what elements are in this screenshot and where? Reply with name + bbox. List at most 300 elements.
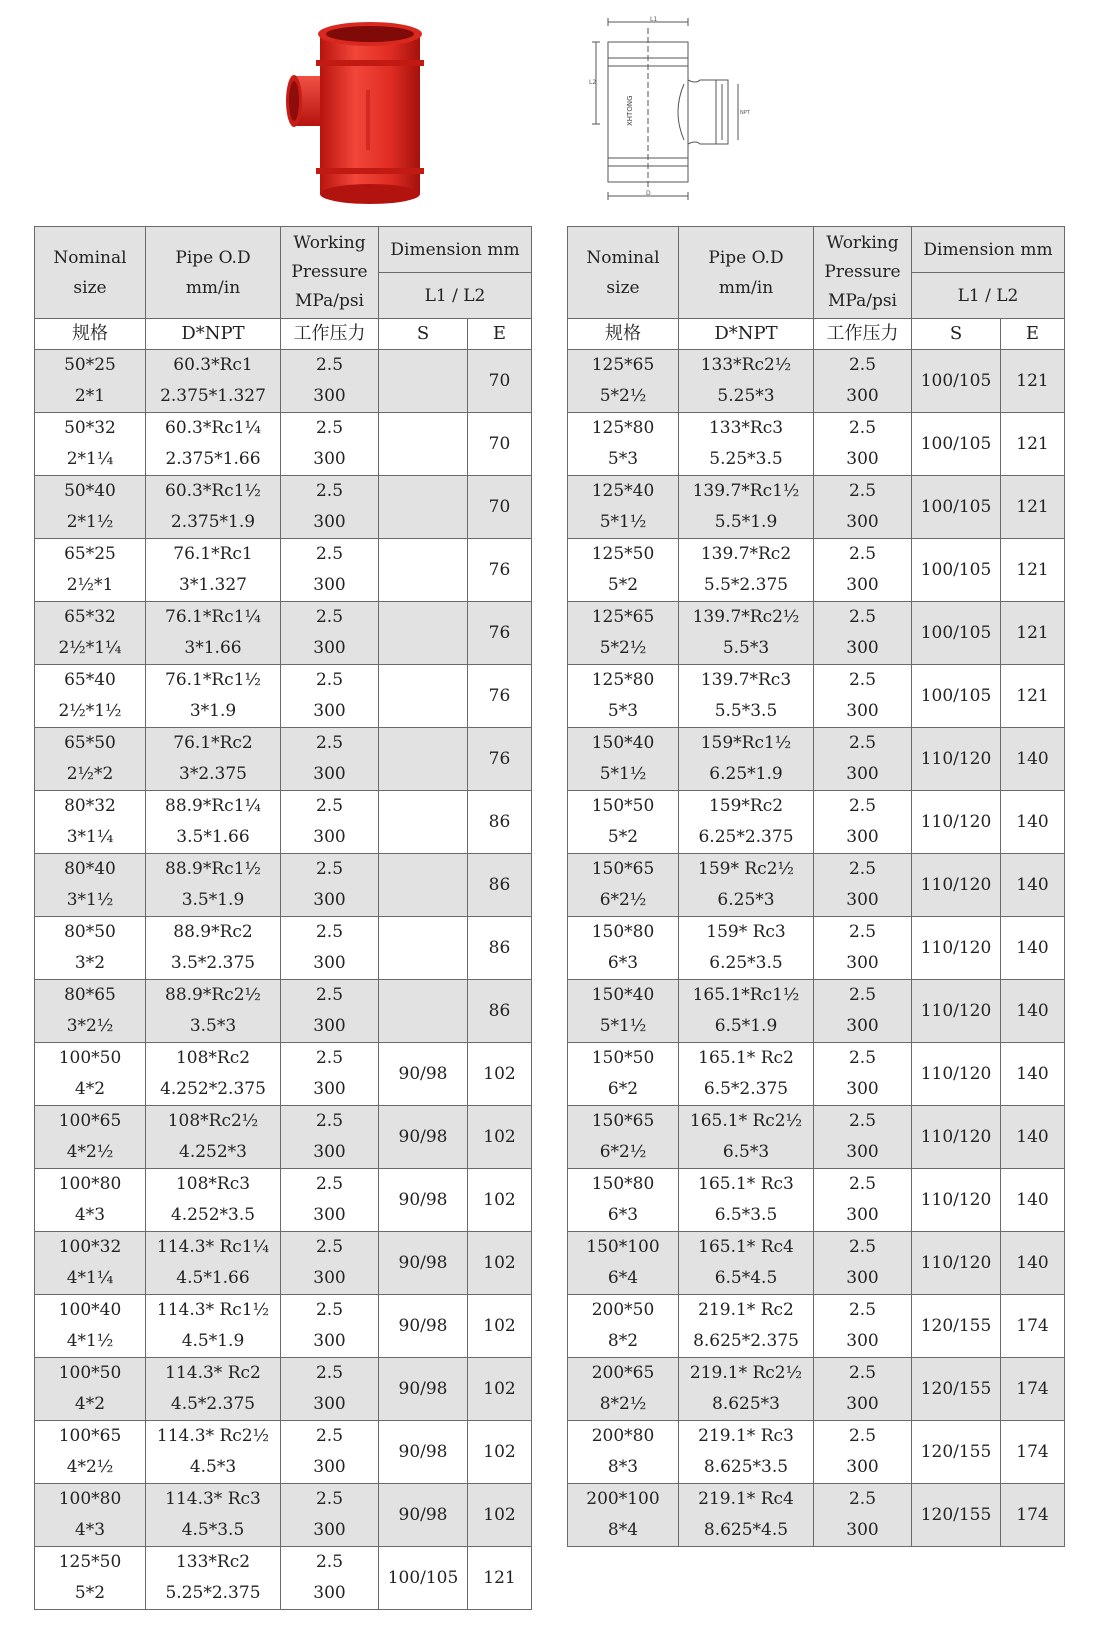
nominal-size-cell-line: 5*1½ (599, 512, 647, 532)
pipe-od-cell (146, 1106, 281, 1169)
nominal-size-cell (568, 1295, 679, 1358)
dimension-s-cell: 90/98 (379, 1421, 468, 1484)
nominal-size-cell-line: 8*2 (607, 1331, 639, 1351)
working-pressure-cell-line: 2.5 (315, 481, 344, 501)
working-pressure-cell-line: 2.5 (848, 481, 877, 501)
dimension-s-cell (379, 602, 468, 665)
nominal-size-cell (568, 1421, 679, 1484)
working-pressure-cell-line: 300 (846, 1331, 879, 1351)
header-l1-l2: L1 / L2 (912, 273, 1065, 319)
table-row (35, 665, 532, 728)
dimension-s-cell: 90/98 (379, 1484, 468, 1547)
working-pressure-cell (814, 1484, 912, 1547)
nominal-size-cell (35, 1169, 146, 1232)
table-row (568, 1484, 1065, 1547)
table-row (35, 413, 532, 476)
pipe-od-cell-line: 5.25*3 (717, 386, 775, 406)
working-pressure-cell (814, 1043, 912, 1106)
working-pressure-cell-line: 300 (313, 1079, 346, 1099)
working-pressure-cell-line: 300 (313, 890, 346, 910)
working-pressure-cell-line: 300 (846, 1457, 879, 1477)
dimension-e-cell: 86 (468, 791, 532, 854)
pipe-od-cell-line: 88.9*Rc1½ (165, 859, 261, 879)
working-pressure-cell-line: 300 (846, 1205, 879, 1225)
nominal-size-cell (35, 476, 146, 539)
pipe-od-cell-line: 6.25*2.375 (698, 827, 794, 847)
pipe-od-cell-line: 8.625*3 (712, 1394, 780, 1414)
nominal-size-cell (568, 665, 679, 728)
nominal-size-cell (35, 1043, 146, 1106)
nominal-size-cell-line: 4*3 (74, 1205, 106, 1225)
working-pressure-cell (814, 728, 912, 791)
dimension-s-cell: 100/105 (379, 1547, 468, 1610)
working-pressure-cell-line: 300 (313, 638, 346, 658)
working-pressure-cell-line: 300 (313, 1394, 346, 1414)
working-pressure-cell (814, 1295, 912, 1358)
nominal-size-cell (35, 1421, 146, 1484)
nominal-size-cell-line: 125*50 (58, 1552, 122, 1572)
pipe-od-cell (146, 917, 281, 980)
nominal-size-cell-line: 50*25 (64, 355, 116, 375)
dimension-e-cell: 76 (468, 728, 532, 791)
table-row (568, 539, 1065, 602)
working-pressure-cell-line: 300 (846, 1079, 879, 1099)
pipe-od-cell-line: 8.625*2.375 (693, 1331, 799, 1351)
pipe-od-cell (146, 1484, 281, 1547)
dimension-s-cell: 110/120 (912, 1232, 1001, 1295)
dimension-s-cell: 100/105 (912, 413, 1001, 476)
nominal-size-cell-line: 80*40 (64, 859, 116, 879)
drawing-label-npt: NPT (740, 110, 750, 116)
nominal-size-cell (35, 413, 146, 476)
nominal-size-cell-line: 65*25 (64, 544, 116, 564)
pipe-od-cell-line: 88.9*Rc2½ (165, 985, 261, 1005)
nominal-size-cell (35, 1106, 146, 1169)
nominal-size-cell-line: 3*2½ (66, 1016, 114, 1036)
nominal-size-cell-line: 4*2½ (66, 1142, 114, 1162)
nominal-size-cell-line: 5*2½ (599, 638, 647, 658)
pipe-od-cell (679, 413, 814, 476)
nominal-size-cell-line: 2*1 (74, 386, 106, 406)
working-pressure-cell-line: 300 (313, 1457, 346, 1477)
working-pressure-cell (814, 980, 912, 1043)
table-row (568, 854, 1065, 917)
working-pressure-cell-line: 2.5 (315, 544, 344, 564)
header-cn-pipe: D*NPT (679, 319, 814, 350)
dimension-s-cell: 90/98 (379, 1358, 468, 1421)
nominal-size-cell (35, 791, 146, 854)
working-pressure-cell-line: 300 (846, 953, 879, 973)
dimension-s-cell: 110/120 (912, 1106, 1001, 1169)
nominal-size-cell (568, 1043, 679, 1106)
working-pressure-cell (281, 1169, 379, 1232)
pipe-od-cell (146, 1169, 281, 1232)
table-row (568, 1421, 1065, 1484)
nominal-size-cell (35, 980, 146, 1043)
working-pressure-cell-line: 2.5 (315, 1300, 344, 1320)
dimension-s-cell (379, 413, 468, 476)
nominal-size-cell-line: 80*32 (64, 796, 116, 816)
dimension-e-cell: 174 (1001, 1358, 1065, 1421)
header-e: E (468, 319, 532, 350)
table-row (35, 1106, 532, 1169)
working-pressure-cell-line: 300 (313, 764, 346, 784)
pipe-od-cell-line: 114.3* Rc1¼ (156, 1237, 270, 1257)
working-pressure-cell-line: 2.5 (315, 1363, 344, 1383)
working-pressure-cell-line: 300 (313, 1016, 346, 1036)
pipe-od-cell (679, 1106, 814, 1169)
working-pressure-cell (814, 350, 912, 413)
dimension-e-cell: 70 (468, 350, 532, 413)
pipe-od-cell (146, 854, 281, 917)
table-row (35, 1232, 532, 1295)
table-row (568, 980, 1065, 1043)
dimension-e-cell: 121 (1001, 350, 1065, 413)
nominal-size-cell-line: 200*50 (591, 1300, 655, 1320)
nominal-size-cell-line: 4*2 (74, 1394, 106, 1414)
working-pressure-cell-line: 300 (846, 638, 879, 658)
nominal-size-cell-line: 200*65 (591, 1363, 655, 1383)
pipe-od-cell-line: 6.5*4.5 (714, 1268, 778, 1288)
working-pressure-cell-line: 2.5 (315, 1111, 344, 1131)
table-row (35, 1547, 532, 1610)
pipe-od-cell-line: 159*Rc1½ (700, 733, 792, 753)
nominal-size-cell-line: 6*2 (607, 1079, 639, 1099)
dimension-s-cell: 110/120 (912, 980, 1001, 1043)
table-row (35, 1484, 532, 1547)
working-pressure-cell-line: 2.5 (848, 607, 877, 627)
dimension-s-cell (379, 728, 468, 791)
working-pressure-cell-line: 300 (846, 890, 879, 910)
dimension-s-cell: 120/155 (912, 1358, 1001, 1421)
drawing-label-d: D (646, 190, 651, 197)
working-pressure-cell (814, 1358, 912, 1421)
nominal-size-cell-line: 100*32 (58, 1237, 122, 1257)
working-pressure-cell-line: 300 (313, 449, 346, 469)
working-pressure-cell-line: 300 (313, 1268, 346, 1288)
working-pressure-cell-line: 2.5 (315, 1048, 344, 1068)
pipe-od-cell-line: 133*Rc2½ (700, 355, 792, 375)
working-pressure-cell-line: 300 (846, 575, 879, 595)
pipe-od-cell-line: 108*Rc2 (175, 1048, 251, 1068)
pipe-od-cell-line: 139.7*Rc2 (700, 544, 792, 564)
dimension-e-cell: 76 (468, 665, 532, 728)
dimension-s-cell: 110/120 (912, 1043, 1001, 1106)
nominal-size-cell-line: 200*100 (586, 1489, 660, 1509)
pipe-od-cell-line: 6.5*3 (722, 1142, 770, 1162)
pipe-od-cell (146, 602, 281, 665)
product-photo-reducing-tee (286, 20, 446, 206)
working-pressure-cell (281, 917, 379, 980)
pipe-od-cell-line: 139.7*Rc2½ (692, 607, 800, 627)
working-pressure-cell-line: 2.5 (848, 922, 877, 942)
dimension-e-cell: 102 (468, 1106, 532, 1169)
pipe-od-cell-line: 3.5*1.66 (176, 827, 250, 847)
dimension-e-cell: 121 (1001, 413, 1065, 476)
pipe-od-cell-line: 219.1* Rc4 (698, 1489, 794, 1509)
nominal-size-cell (568, 1232, 679, 1295)
working-pressure-cell (281, 1295, 379, 1358)
dimension-s-cell: 110/120 (912, 854, 1001, 917)
working-pressure-cell (281, 728, 379, 791)
working-pressure-cell-line: 300 (313, 1142, 346, 1162)
working-pressure-cell-line: 2.5 (315, 355, 344, 375)
header-nominal-size: Nominal size (568, 227, 679, 319)
working-pressure-cell (281, 1358, 379, 1421)
pipe-od-cell (146, 350, 281, 413)
nominal-size-cell-line: 5*2 (607, 827, 639, 847)
working-pressure-cell-line: 2.5 (315, 418, 344, 438)
dimension-e-cell: 140 (1001, 980, 1065, 1043)
nominal-size-cell-line: 100*65 (58, 1426, 122, 1446)
pipe-od-cell-line: 4.252*3.5 (170, 1205, 256, 1225)
pipe-od-cell-line: 3*2.375 (179, 764, 247, 784)
pipe-od-cell (679, 1358, 814, 1421)
nominal-size-cell-line: 125*80 (591, 670, 655, 690)
working-pressure-cell-line: 2.5 (848, 733, 877, 753)
working-pressure-cell-line: 300 (313, 1205, 346, 1225)
table-row (568, 1295, 1065, 1358)
header-working-pressure: Working Pressure MPa/psi (814, 227, 912, 319)
dimension-e-cell: 102 (468, 1232, 532, 1295)
nominal-size-cell-line: 100*80 (58, 1489, 122, 1509)
nominal-size-cell (568, 791, 679, 854)
nominal-size-cell-line: 100*80 (58, 1174, 122, 1194)
working-pressure-cell (281, 1421, 379, 1484)
nominal-size-cell (35, 602, 146, 665)
nominal-size-cell-line: 150*40 (591, 985, 655, 1005)
dimension-s-cell: 110/120 (912, 917, 1001, 980)
working-pressure-cell-line: 2.5 (848, 1426, 877, 1446)
pipe-od-cell-line: 3*1.327 (179, 575, 247, 595)
nominal-size-cell-line: 5*1½ (599, 1016, 647, 1036)
spec-table-right-body (568, 227, 1065, 1547)
working-pressure-cell-line: 300 (313, 701, 346, 721)
pipe-od-cell-line: 165.1* Rc3 (698, 1174, 794, 1194)
working-pressure-cell-line: 2.5 (315, 1174, 344, 1194)
working-pressure-cell-line: 2.5 (848, 1363, 877, 1383)
working-pressure-cell-line: 300 (313, 386, 346, 406)
working-pressure-cell (814, 1106, 912, 1169)
working-pressure-cell-line: 2.5 (315, 922, 344, 942)
table-row (568, 917, 1065, 980)
header-cn-pressure: 工作压力 (814, 319, 912, 350)
working-pressure-cell-line: 2.5 (315, 985, 344, 1005)
pipe-od-cell-line: 5.5*1.9 (714, 512, 778, 532)
pipe-od-cell-line: 4.252*3 (179, 1142, 247, 1162)
working-pressure-cell-line: 300 (313, 1520, 346, 1540)
pipe-od-cell-line: 60.3*Rc1 (173, 355, 253, 375)
dimension-s-cell: 120/155 (912, 1295, 1001, 1358)
pipe-od-cell-line: 6.25*3.5 (709, 953, 783, 973)
pipe-od-cell-line: 88.9*Rc1¼ (165, 796, 261, 816)
table-row (35, 1295, 532, 1358)
working-pressure-cell (281, 854, 379, 917)
pipe-od-cell-line: 219.1* Rc2 (698, 1300, 794, 1320)
dimension-e-cell: 70 (468, 476, 532, 539)
header-e: E (1001, 319, 1065, 350)
table-row (568, 1169, 1065, 1232)
working-pressure-cell-line: 2.5 (848, 1300, 877, 1320)
dimension-s-cell: 120/155 (912, 1421, 1001, 1484)
working-pressure-cell-line: 300 (313, 1331, 346, 1351)
working-pressure-cell (281, 602, 379, 665)
pipe-od-cell (679, 1484, 814, 1547)
pipe-od-cell-line: 5.25*3.5 (709, 449, 783, 469)
dimension-s-cell: 100/105 (912, 350, 1001, 413)
pipe-od-cell-line: 114.3* Rc3 (165, 1489, 261, 1509)
pipe-od-cell (146, 980, 281, 1043)
pipe-od-cell (146, 728, 281, 791)
spec-table-right (567, 226, 1065, 1547)
pipe-od-cell-line: 165.1* Rc2½ (689, 1111, 803, 1131)
nominal-size-cell-line: 125*80 (591, 418, 655, 438)
pipe-od-cell-line: 2.375*1.9 (170, 512, 256, 532)
nominal-size-cell-line: 2½*1½ (58, 701, 122, 721)
pipe-od-cell-line: 76.1*Rc1¼ (165, 607, 261, 627)
working-pressure-cell-line: 300 (313, 827, 346, 847)
pipe-od-cell (146, 791, 281, 854)
pipe-od-cell-line: 76.1*Rc1 (173, 544, 253, 564)
table-row (35, 791, 532, 854)
dimension-e-cell: 140 (1001, 791, 1065, 854)
header-working-pressure: Working Pressure MPa/psi (281, 227, 379, 319)
table-row (35, 1169, 532, 1232)
pipe-od-cell (146, 1232, 281, 1295)
nominal-size-cell-line: 2½*2 (66, 764, 114, 784)
nominal-size-cell-line: 5*2 (74, 1583, 106, 1603)
table-row (568, 350, 1065, 413)
pipe-od-cell-line: 6.5*1.9 (714, 1016, 778, 1036)
pipe-od-cell-line: 5.5*3 (722, 638, 770, 658)
table-row (568, 728, 1065, 791)
pipe-od-cell-line: 3*1.66 (184, 638, 242, 658)
table-row (35, 539, 532, 602)
working-pressure-cell (281, 350, 379, 413)
pipe-od-cell-line: 76.1*Rc2 (173, 733, 253, 753)
nominal-size-cell-line: 125*40 (591, 481, 655, 501)
working-pressure-cell-line: 2.5 (848, 355, 877, 375)
working-pressure-cell-line: 300 (846, 701, 879, 721)
pipe-od-cell-line: 4.252*2.375 (160, 1079, 266, 1099)
dimension-s-cell: 90/98 (379, 1106, 468, 1169)
nominal-size-cell-line: 150*50 (591, 796, 655, 816)
working-pressure-cell-line: 2.5 (848, 859, 877, 879)
dimension-s-cell: 100/105 (912, 602, 1001, 665)
working-pressure-cell-line: 300 (846, 449, 879, 469)
dimension-e-cell: 102 (468, 1043, 532, 1106)
pipe-od-cell (146, 539, 281, 602)
nominal-size-cell-line: 100*50 (58, 1048, 122, 1068)
working-pressure-cell (814, 917, 912, 980)
pipe-od-cell-line: 60.3*Rc1½ (165, 481, 261, 501)
working-pressure-cell-line: 300 (846, 386, 879, 406)
pipe-od-cell-line: 88.9*Rc2 (173, 922, 253, 942)
nominal-size-cell-line: 5*3 (607, 449, 639, 469)
dimension-s-cell: 110/120 (912, 728, 1001, 791)
dimension-e-cell: 102 (468, 1169, 532, 1232)
pipe-od-cell-line: 8.625*4.5 (703, 1520, 789, 1540)
nominal-size-cell-line: 150*40 (591, 733, 655, 753)
dimension-e-cell: 102 (468, 1295, 532, 1358)
nominal-size-cell-line: 2*1¼ (66, 449, 114, 469)
table-row (568, 1043, 1065, 1106)
nominal-size-cell-line: 5*3 (607, 701, 639, 721)
dimension-s-cell: 90/98 (379, 1169, 468, 1232)
nominal-size-cell-line: 150*65 (591, 859, 655, 879)
pipe-od-cell-line: 3.5*1.9 (181, 890, 245, 910)
pipe-od-cell-line: 3.5*2.375 (170, 953, 256, 973)
nominal-size-cell (568, 1358, 679, 1421)
nominal-size-cell-line: 2½*1¼ (58, 638, 122, 658)
pipe-od-cell-line: 60.3*Rc1¼ (165, 418, 261, 438)
nominal-size-cell-line: 8*4 (607, 1520, 639, 1540)
working-pressure-cell (814, 1421, 912, 1484)
nominal-size-cell-line: 150*50 (591, 1048, 655, 1068)
working-pressure-cell (281, 1043, 379, 1106)
table-row (35, 980, 532, 1043)
pipe-od-cell-line: 3*1.9 (189, 701, 237, 721)
working-pressure-cell-line: 300 (846, 1520, 879, 1540)
header-cn-pressure: 工作压力 (281, 319, 379, 350)
header-cn-size: 规格 (35, 319, 146, 350)
working-pressure-cell (814, 854, 912, 917)
pipe-od-cell-line: 139.7*Rc1½ (692, 481, 800, 501)
pipe-od-cell (679, 602, 814, 665)
nominal-size-cell-line: 150*80 (591, 922, 655, 942)
working-pressure-cell-line: 300 (846, 827, 879, 847)
dimension-e-cell: 121 (1001, 476, 1065, 539)
header-cn-size: 规格 (568, 319, 679, 350)
nominal-size-cell-line: 150*100 (586, 1237, 660, 1257)
dimension-e-cell: 140 (1001, 917, 1065, 980)
working-pressure-cell (281, 791, 379, 854)
table-row (35, 728, 532, 791)
dimension-s-cell (379, 854, 468, 917)
pipe-od-cell (146, 1043, 281, 1106)
pipe-od-cell-line: 219.1* Rc2½ (689, 1363, 803, 1383)
pipe-od-cell (146, 1295, 281, 1358)
pipe-od-cell-line: 8.625*3.5 (703, 1457, 789, 1477)
working-pressure-cell-line: 2.5 (848, 1048, 877, 1068)
header-dimension: Dimension mm (379, 227, 532, 273)
table-row (568, 476, 1065, 539)
working-pressure-cell (281, 1232, 379, 1295)
pipe-od-cell-line: 5.5*3.5 (714, 701, 778, 721)
nominal-size-cell-line: 80*50 (64, 922, 116, 942)
pipe-od-cell (679, 350, 814, 413)
pipe-od-cell-line: 165.1* Rc2 (698, 1048, 794, 1068)
pipe-od-cell-line: 4.5*2.375 (170, 1394, 256, 1414)
pipe-od-cell-line: 4.5*3 (189, 1457, 237, 1477)
dimension-s-cell: 110/120 (912, 1169, 1001, 1232)
header-cn-pipe: D*NPT (146, 319, 281, 350)
dimension-s-cell: 100/105 (912, 665, 1001, 728)
nominal-size-cell (35, 1358, 146, 1421)
dimension-s-cell (379, 476, 468, 539)
nominal-size-cell (35, 1295, 146, 1358)
nominal-size-cell-line: 6*2½ (599, 1142, 647, 1162)
nominal-size-cell-line: 6*2½ (599, 890, 647, 910)
working-pressure-cell-line: 2.5 (848, 544, 877, 564)
nominal-size-cell-line: 4*1½ (66, 1331, 114, 1351)
pipe-od-cell-line: 133*Rc2 (175, 1552, 251, 1572)
nominal-size-cell-line: 2½*1 (66, 575, 114, 595)
table-row (35, 602, 532, 665)
nominal-size-cell-line: 6*3 (607, 953, 639, 973)
table-row (35, 1421, 532, 1484)
pipe-od-cell-line: 159* Rc3 (706, 922, 786, 942)
